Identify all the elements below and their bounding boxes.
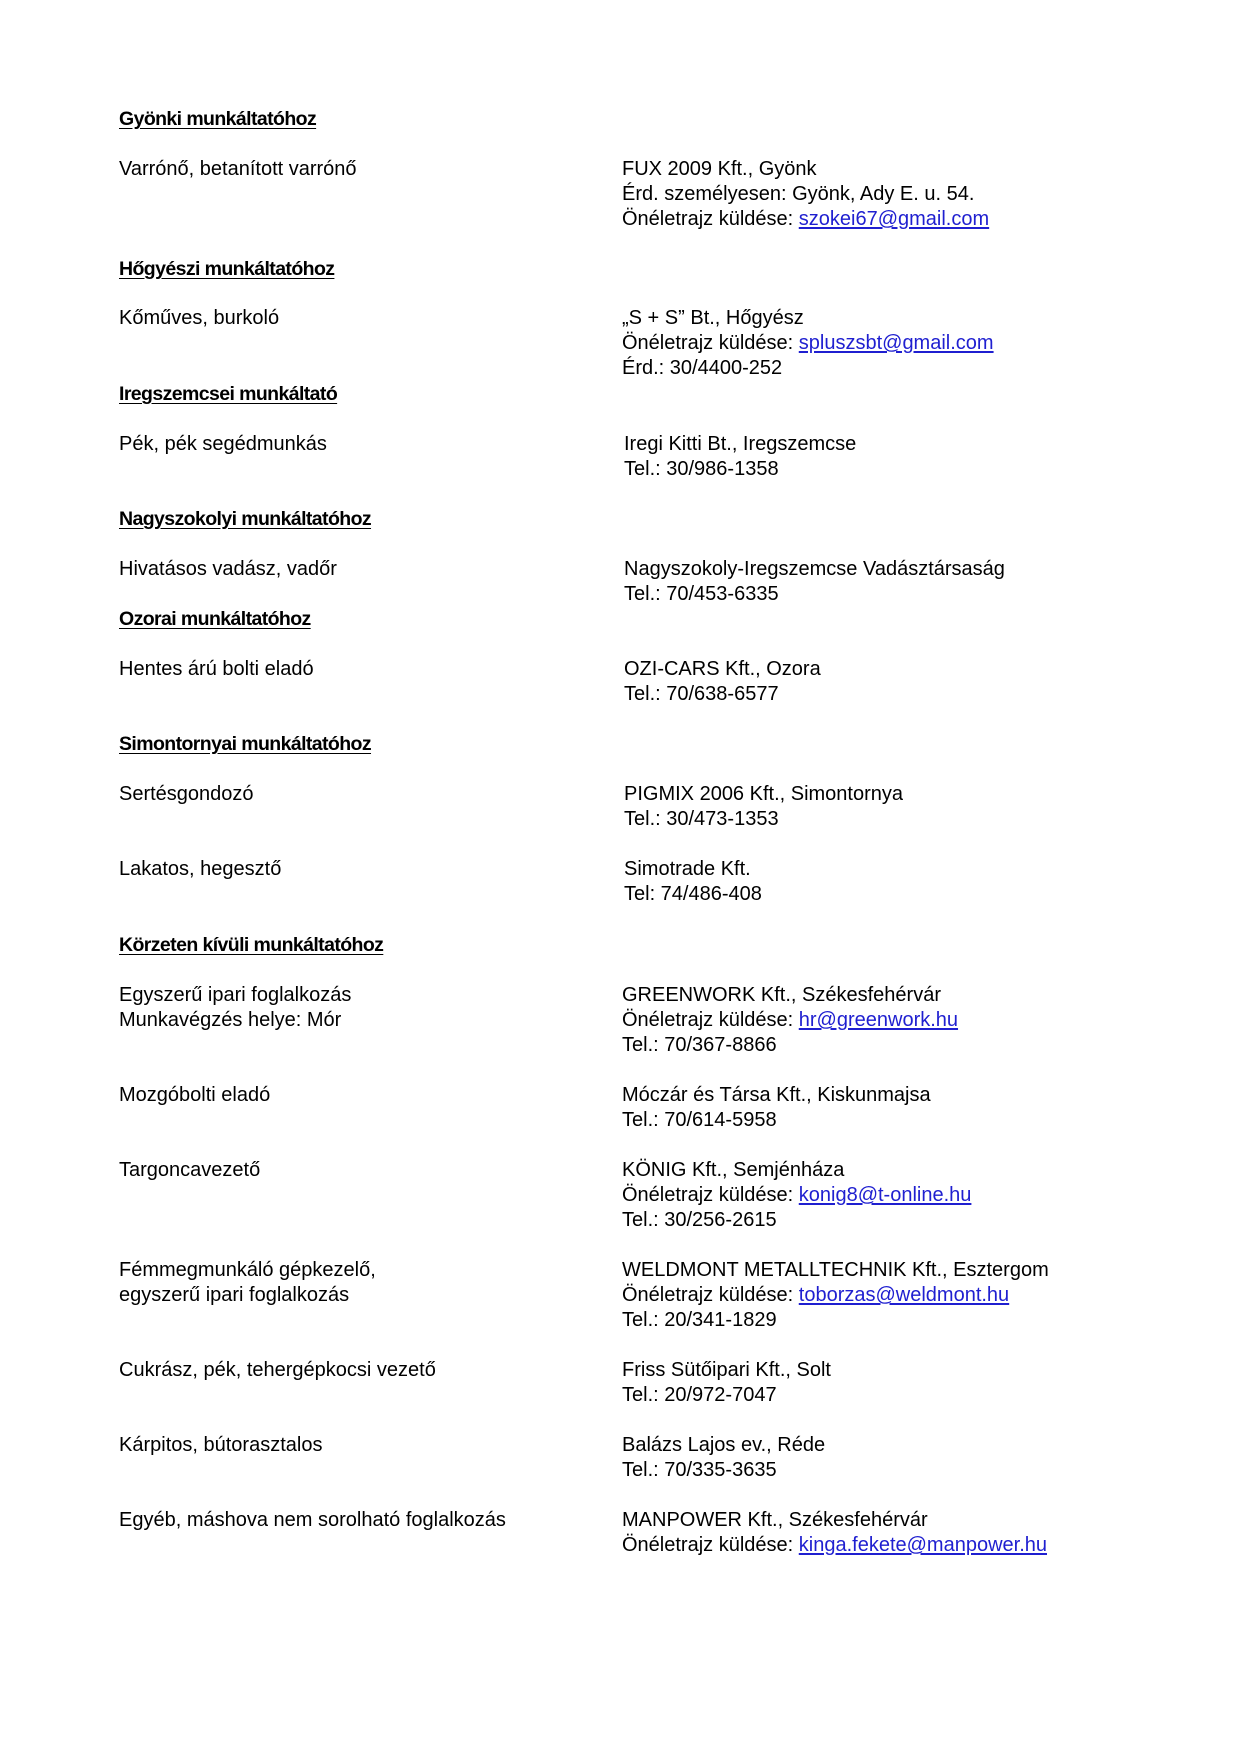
email-link[interactable]: kinga.fekete@manpower.hu (798, 1534, 1047, 1556)
section-heading-iregszemcse: Iregszemcsei munkáltató (119, 383, 338, 405)
job-title (119, 782, 599, 807)
phone-number: Tel.: 20/972-7047 (622, 1384, 777, 1406)
company-name: GREENWORK Kft., Székesfehérvár (622, 984, 941, 1006)
job-title-text: Pék, pék segédmunkás (119, 433, 327, 455)
section-heading-korzeten-kivul: Körzeten kívüli munkáltatóhoz (119, 934, 384, 956)
employer-contact (622, 983, 1182, 1058)
phone-number: Tel.: 30/256-2615 (622, 1209, 777, 1231)
company-name: PIGMIX 2006 Kft., Simontornya (624, 783, 904, 805)
job-title-text-2: egyszerű ipari foglalkozás (119, 1284, 350, 1306)
job-title-text: Lakatos, hegesztő (119, 858, 282, 880)
company-name: Nagyszokoly-Iregszemcse Vadásztársaság (624, 558, 1005, 580)
cv-label: Önéletrajz küldése: (622, 1184, 799, 1206)
job-title-text: Fémmegmunkáló gépkezelő, (119, 1259, 376, 1281)
section-heading-hogyesz: Hőgyészi munkáltatóhoz (119, 258, 335, 280)
email-link[interactable]: konig8@t-online.hu (798, 1184, 972, 1206)
employer-contact (624, 782, 1184, 832)
job-title (119, 983, 599, 1033)
employer-contact (622, 157, 1182, 232)
phone-number: Érd.: 30/4400-252 (622, 357, 783, 379)
job-title (119, 557, 599, 582)
phone-number: Tel.: 70/614-5958 (622, 1109, 777, 1131)
job-title-text: Cukrász, pék, tehergépkocsi vezető (119, 1359, 436, 1381)
employer-contact (624, 857, 1184, 907)
cv-label: Önéletrajz küldése: (622, 1534, 799, 1556)
phone-number: Tel.: 70/453-6335 (624, 583, 779, 605)
job-title-text: Kárpitos, bútorasztalos (119, 1434, 323, 1456)
job-title-text: Mozgóbolti eladó (119, 1084, 271, 1106)
job-title (119, 1358, 599, 1383)
employer-contact (622, 1258, 1182, 1333)
company-name: Balázs Lajos ev., Réde (622, 1434, 826, 1456)
company-name: Móczár és Társa Kft., Kiskunmajsa (622, 1084, 931, 1106)
phone-number: Tel.: 70/367-8866 (622, 1034, 777, 1056)
employer-contact (622, 1508, 1182, 1558)
phone-number: Tel.: 30/986-1358 (624, 458, 779, 480)
job-title (119, 157, 599, 182)
job-title-text: Egyszerű ipari foglalkozás (119, 984, 352, 1006)
job-title (119, 1258, 599, 1308)
job-title (119, 857, 599, 882)
cv-line (622, 1008, 1182, 1033)
email-link[interactable]: spluszsbt@gmail.com (798, 332, 994, 354)
email-link[interactable]: szokei67@gmail.com (798, 208, 990, 230)
employer-contact (624, 432, 1184, 482)
job-title (119, 306, 599, 331)
cv-label: Önéletrajz küldése: (622, 1284, 799, 1306)
cv-line (622, 1533, 1182, 1558)
job-title (119, 1158, 599, 1183)
job-title (119, 657, 599, 682)
phone-number: Tel.: 70/335-3635 (622, 1459, 777, 1481)
cv-line (622, 331, 1182, 356)
company-name: MANPOWER Kft., Székesfehérvár (622, 1509, 928, 1531)
job-title (119, 1083, 599, 1108)
job-title-text: Varrónő, betanított varrónő (119, 158, 357, 180)
employer-contact (622, 306, 1182, 381)
email-link[interactable]: toborzas@weldmont.hu (798, 1284, 1010, 1306)
employer-contact (622, 1158, 1182, 1233)
phone-number: Tel.: 70/638-6577 (624, 683, 779, 705)
phone-number: Tel: 74/486-408 (624, 883, 762, 905)
employer-contact (622, 1358, 1182, 1408)
job-title (119, 1433, 599, 1458)
company-name: WELDMONT METALLTECHNIK Kft., Esztergom (622, 1259, 1049, 1281)
company-name: Simotrade Kft. (624, 858, 751, 880)
employer-contact (622, 1083, 1182, 1133)
cv-label: Önéletrajz küldése: (622, 1009, 799, 1031)
job-title-text: Targoncavezető (119, 1159, 261, 1181)
phone-number: Tel.: 30/473-1353 (624, 808, 779, 830)
phone-number: Tel.: 20/341-1829 (622, 1309, 777, 1331)
company-name: OZI-CARS Kft., Ozora (624, 658, 821, 680)
company-name: FUX 2009 Kft., Gyönk (622, 158, 817, 180)
cv-line (622, 1183, 1182, 1208)
job-title-text: Hivatásos vadász, vadőr (119, 558, 337, 580)
section-heading-gyonk: Gyönki munkáltatóhoz (119, 108, 317, 130)
cv-line (622, 207, 1182, 232)
company-name: KÖNIG Kft., Semjénháza (622, 1159, 845, 1181)
employer-contact (624, 557, 1184, 607)
section-heading-nagyszokoly: Nagyszokolyi munkáltatóhoz (119, 508, 372, 530)
company-name: Iregi Kitti Bt., Iregszemcse (624, 433, 857, 455)
company-name: Friss Sütőipari Kft., Solt (622, 1359, 831, 1381)
section-heading-ozora: Ozorai munkáltatóhoz (119, 608, 311, 630)
job-title-text: Kőműves, burkoló (119, 307, 280, 329)
job-title-text: Hentes árú bolti eladó (119, 658, 314, 680)
job-title-text: Sertésgondozó (119, 783, 254, 805)
contact-note: Érd. személyesen: Gyönk, Ady E. u. 54. (622, 183, 975, 205)
job-title (119, 1508, 599, 1533)
cv-line (622, 1283, 1182, 1308)
job-location: Munkavégzés helye: Mór (119, 1009, 342, 1031)
job-title-text: Egyéb, máshova nem sorolható foglalkozás (119, 1509, 506, 1531)
company-name: „S + S” Bt., Hőgyész (622, 307, 804, 329)
section-heading-simontornya: Simontornyai munkáltatóhoz (119, 733, 372, 755)
email-link[interactable]: hr@greenwork.hu (798, 1009, 959, 1031)
employer-contact (622, 1433, 1182, 1483)
job-title (119, 432, 599, 457)
cv-label: Önéletrajz küldése: (622, 208, 799, 230)
cv-label: Önéletrajz küldése: (622, 332, 799, 354)
employer-contact (624, 657, 1184, 707)
